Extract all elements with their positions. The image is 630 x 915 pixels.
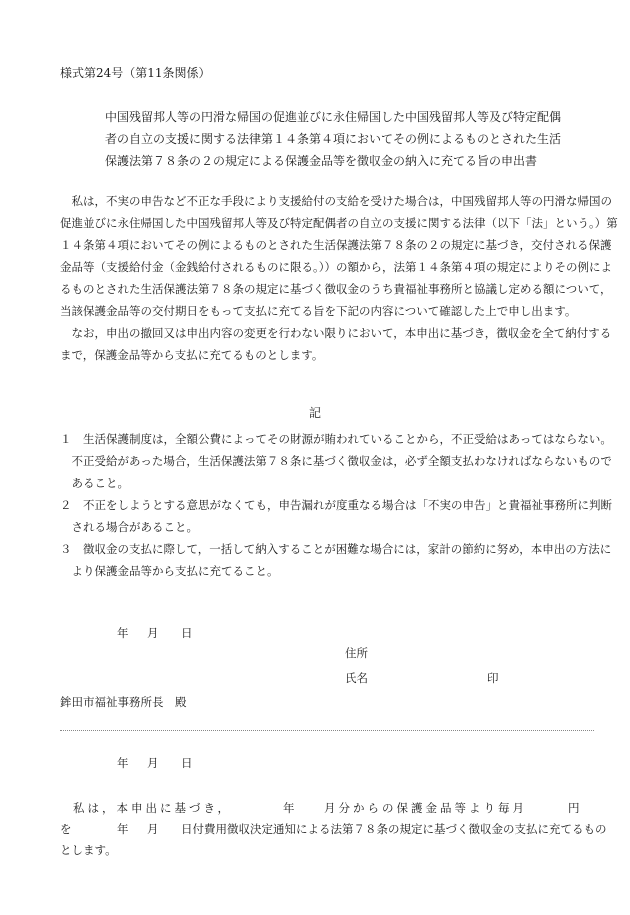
body-line: 金品等（支援給付金（金銭給付されるものに限る。））の額から，法第１４条第４項の規定によりその例によ — [60, 260, 612, 274]
list-item: より保護金品等から支払に充てること。 — [60, 564, 279, 578]
date-day: 日 — [181, 626, 193, 640]
items-list — [60, 428, 612, 582]
list-item: あること。 — [60, 476, 129, 490]
seal-mark: 印 — [487, 671, 499, 685]
ki-heading: 記 — [308, 406, 321, 420]
lower-line1-d: 円 — [568, 801, 580, 815]
list-item: ３ 徴収金の支払に際して，一括して納入することが困難な場合には，家計の節約に努め，本申出の方法に — [60, 542, 612, 556]
list-item: １ 生活保護制度は，全額公費によってその財源が賄われていることから，不正受給はあってはならない。 — [60, 432, 612, 446]
date-month: 月 — [147, 626, 159, 640]
lower-date-year: 年 — [117, 756, 129, 770]
lower-date-day: 日 — [181, 756, 193, 770]
form-title-line-3: 保護法第７８条の２の規定による保護金品等を徴収金の納入に充てる旨の申出書 — [105, 154, 538, 168]
body-line: １４条第４項においてその例によるものとされた生活保護法第７８条の２の規定に基づき，交付される保護 — [60, 238, 612, 252]
form-body — [60, 190, 618, 366]
lower-line2-d: 日付費用徴収決定通知による法第７８条の規定に基づく徴収金の支払に充てるもの — [181, 822, 607, 836]
body-line: るものとされた生活保護法第７８条の規定に基づく徴収金のうち貴福祉事務所と協議し定める額について， — [60, 282, 612, 296]
body-line: なお，申出の撤回又は申出内容の変更を行わない限りにおいて，本申出に基づき，徴収金を全て納付する — [60, 326, 612, 340]
lower-line3: とします。 — [60, 843, 117, 857]
lower-line2-c: 月 — [147, 822, 159, 836]
list-item: される場合があること。 — [60, 520, 198, 534]
body-line: 私は，不実の申告など不正な手段により支援給付の支給を受けた場合は，中国残留邦人等の円滑な帰国の — [60, 194, 612, 208]
list-item: ２ 不正をしようとする意思がなくても，申告漏れが度重なる場合は「不実の申告」と貴福祉事務所に判断 — [60, 498, 612, 512]
lower-date-month: 月 — [147, 756, 159, 770]
lower-line1-a: 私は，本申出に基づき， — [73, 801, 233, 815]
address-label: 住所 — [345, 646, 368, 660]
form-title-line-2: 者の自立の支援に関する法律第１４条第４項においてその例によるものとされた生活 — [105, 132, 562, 146]
body-line: 当該保護金品等の交付期日をもって支払に充てる旨を下記の内容について確認した上で申し出ます。 — [60, 304, 577, 318]
cut-line-divider — [60, 730, 594, 731]
body-line: まで，保護金品等から支払に充てるものとします。 — [60, 348, 324, 362]
form-title-line-1: 中国残留邦人等の円滑な帰国の促進並びに永住帰国した中国残留邦人等及び特定配偶 — [105, 110, 562, 124]
name-label: 氏名 — [345, 671, 368, 685]
list-item: 不正受給があった場合，生活保護法第７８条に基づく徴収金は，必ず全額支払わなければならないもので — [60, 454, 612, 468]
form-number: 様式第24号（第11条関係） — [60, 66, 211, 80]
date-year: 年 — [117, 626, 129, 640]
lower-line2-a: を — [60, 822, 72, 836]
lower-line2-b: 年 — [117, 822, 129, 836]
lower-line1-b: 年 — [283, 801, 295, 815]
lower-line1-c: 月分からの保護金品等より毎月 — [324, 801, 527, 815]
addressee: 鉾田市福祉事務所長 殿 — [60, 695, 187, 709]
body-line: 促進並びに永住帰国した中国残留邦人等及び特定配偶者の自立の支援に関する法律（以下「法」という。）第 — [60, 216, 618, 230]
